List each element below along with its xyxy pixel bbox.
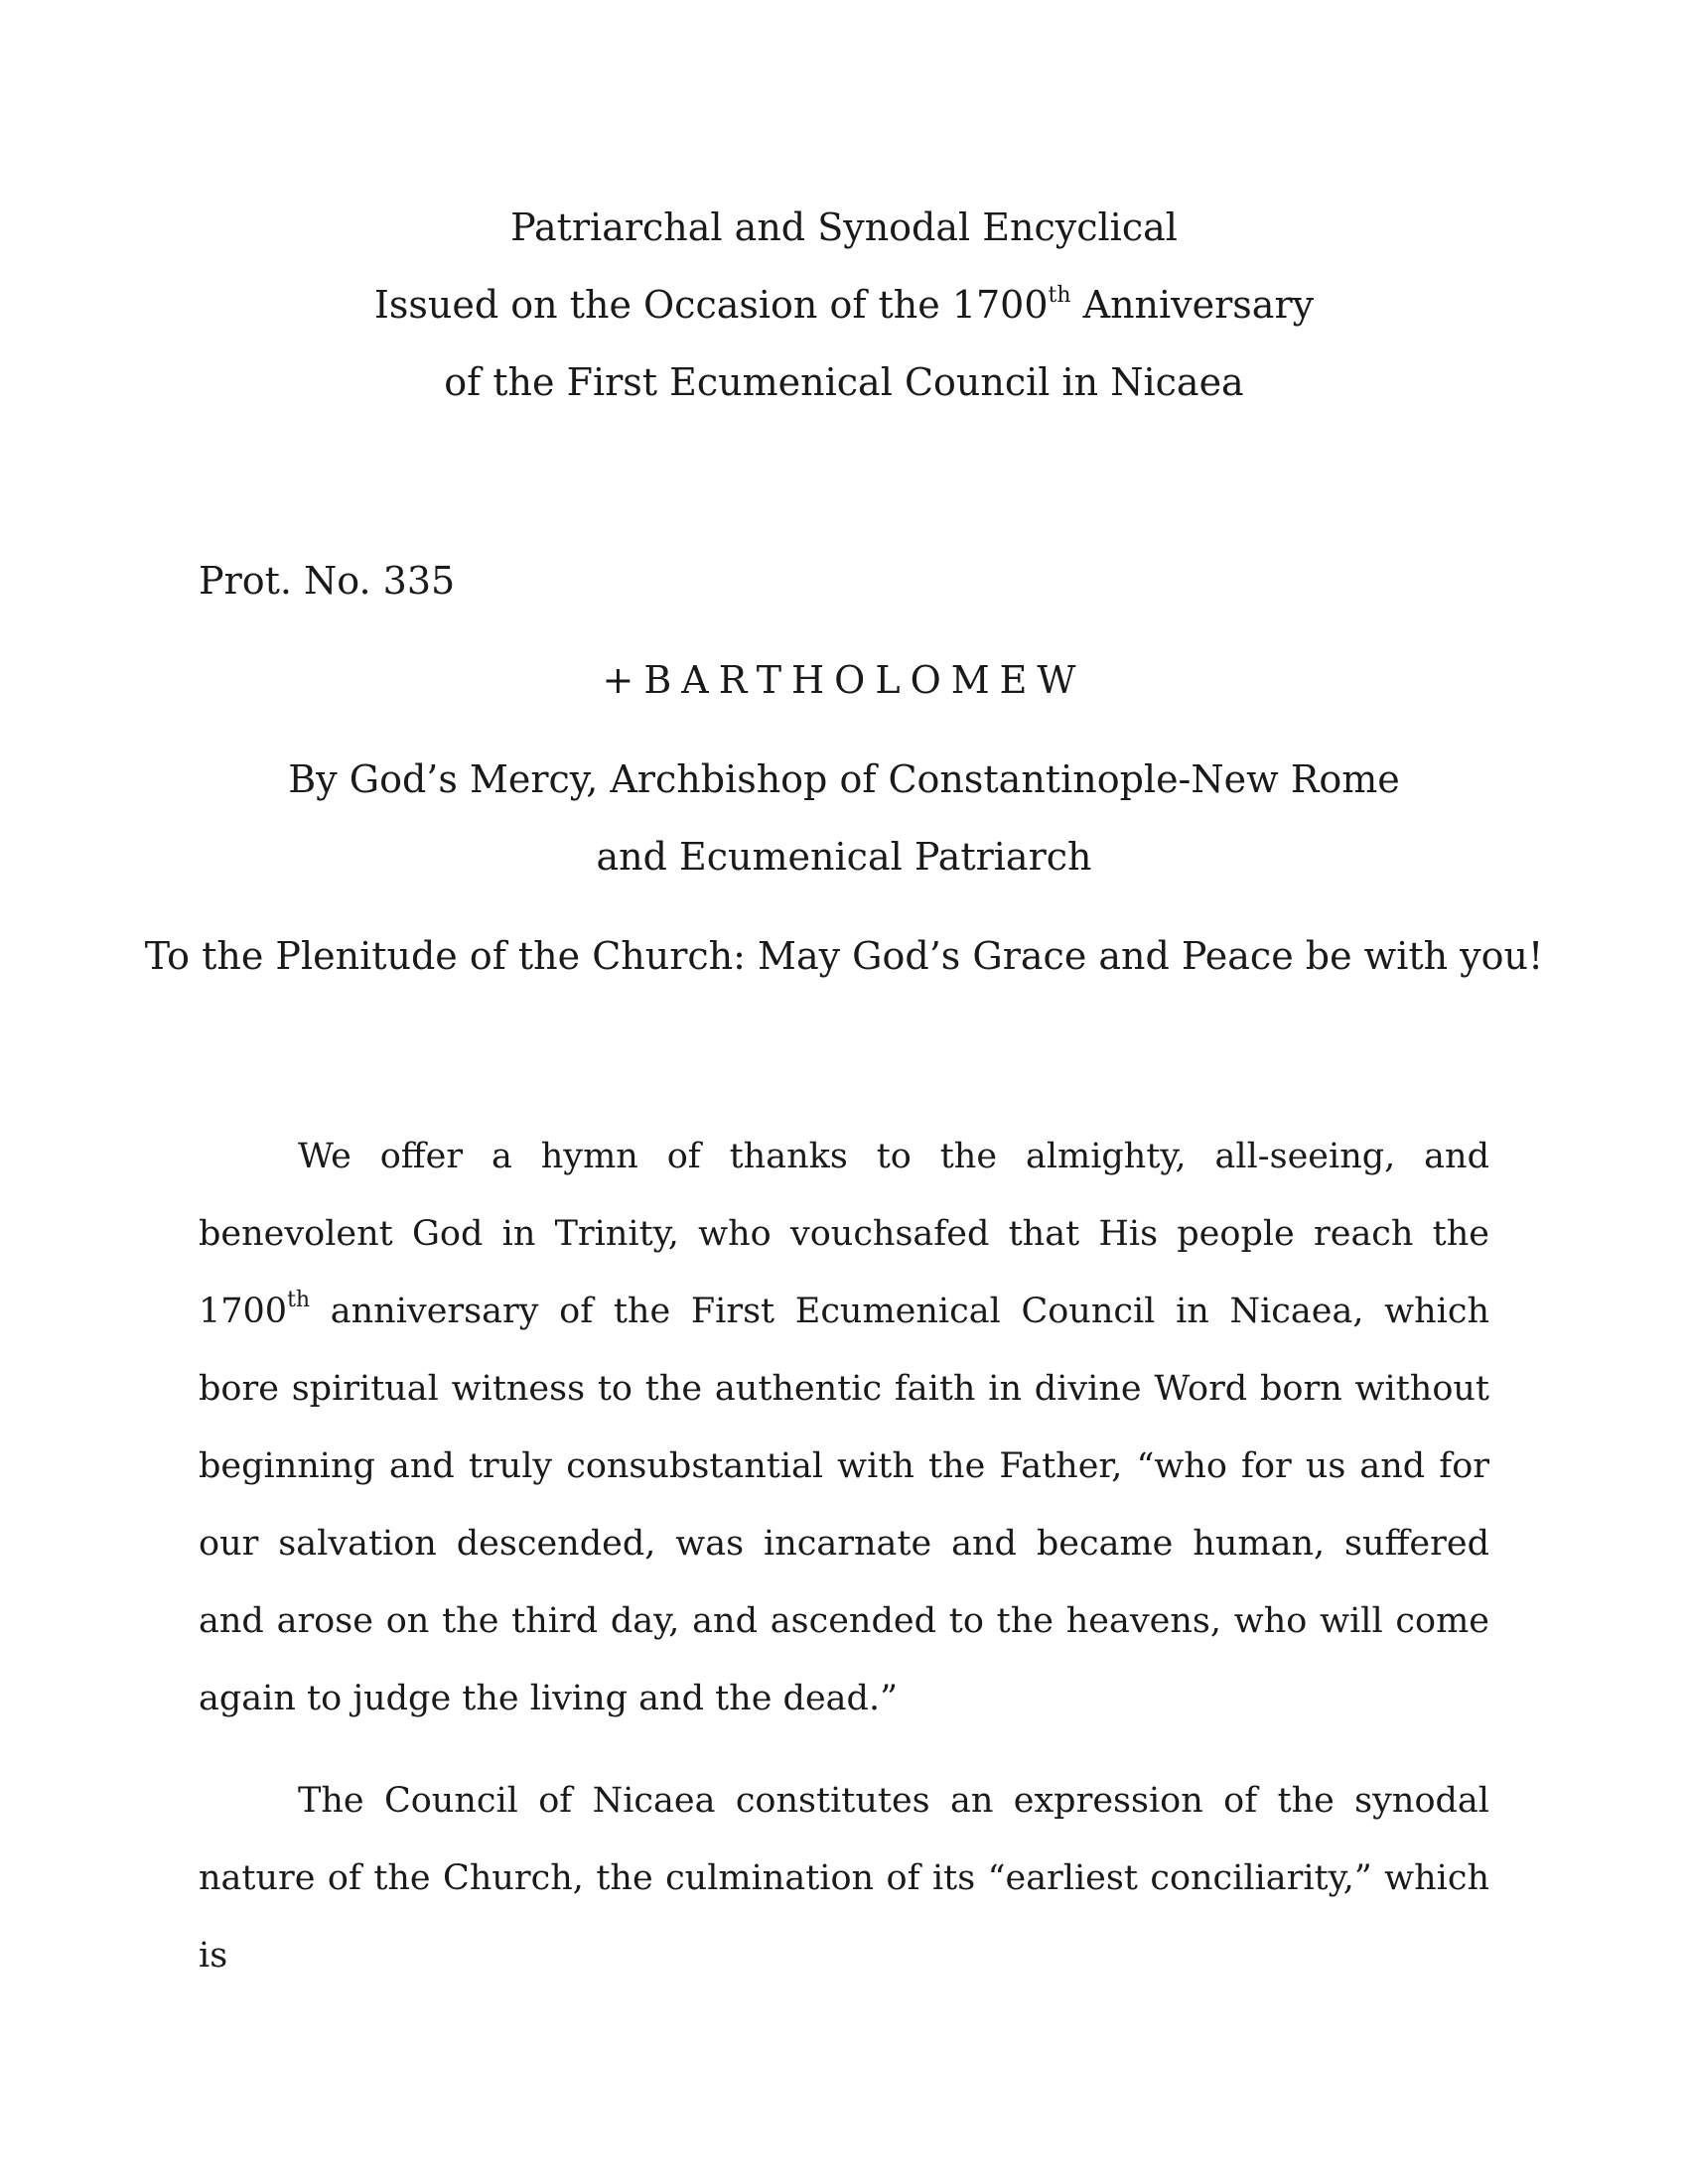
greeting: To the Plenitude of the Church: May God’s Grace and Peace be with you! — [144, 934, 1544, 978]
paragraph-1-continued: anniversary of the First Ecumenical Council in Nicaea, which bore spiritual witness to the authentic faith in divine Word born without beginning and truly consubstantial with the Father, “who for us and for our salvation descended, was incarnate and became human, suffered and arose on the third day, and ascended to the heavens, who will come again to judge the living and the dead.” — [199, 1292, 1489, 1718]
patriarch-title: By God’s Mercy, Archbishop of Constantinople-New Rome — [288, 757, 1400, 801]
protocol-number: Prot. No. 335 — [199, 559, 456, 603]
header-title: Patriarchal and Synodal Encyclical — [510, 205, 1178, 249]
header-subtitle-text: Issued on the Occasion of the 1700 — [373, 283, 1049, 327]
ordinal-suffix: th — [287, 1288, 311, 1312]
header-council-line: of the First Ecumenical Council in Nicaea — [444, 360, 1244, 404]
paragraph-1 — [199, 1118, 1489, 1737]
paragraph-2: The Council of Nicaea constitutes an expression of the synodal nature of the Church, the culmination of its “earliest conciliarity,” which is — [199, 1781, 1489, 1976]
patriarch-title-continued: and Ecumenical Patriarch — [596, 835, 1092, 879]
paragraph-1-text: We offer a hymn of thanks to the almighty, all-seeing, and benevolent God in Trinity, who vouchsafed that His people reach the 1700 — [199, 1137, 1489, 1331]
header-subtitle — [0, 283, 1688, 327]
patriarch-name: +BARTHOLOMEW — [602, 658, 1086, 702]
ordinal-suffix: th — [1048, 283, 1071, 308]
header-subtitle-end: Anniversary — [1070, 283, 1315, 327]
